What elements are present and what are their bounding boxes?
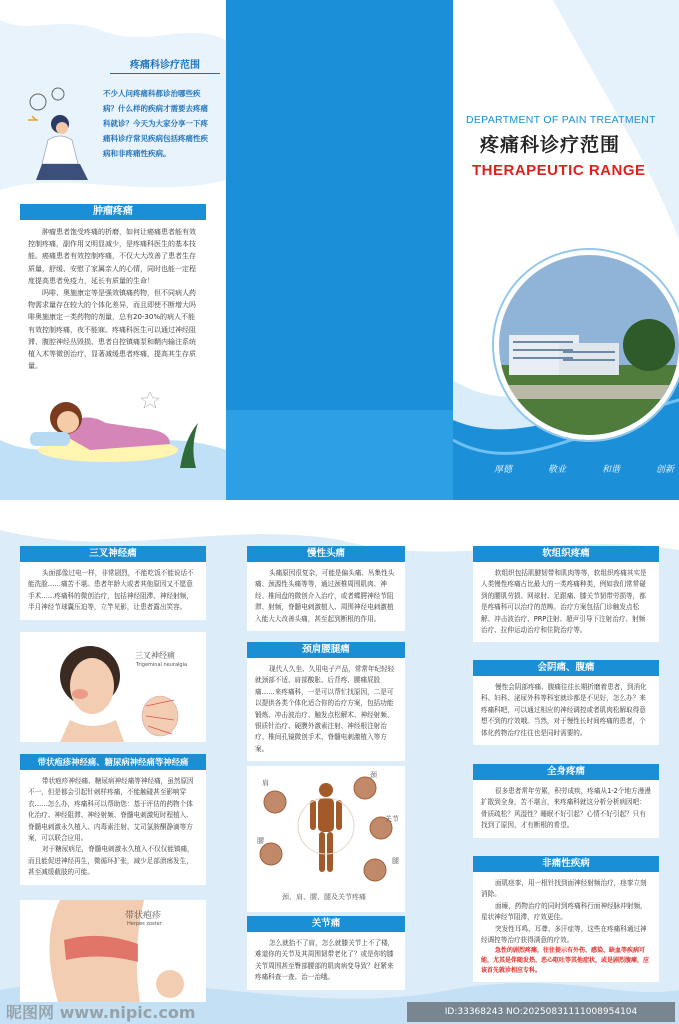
neck-back-section (247, 642, 405, 761)
paragraph: 吗啡、奥施康定等是强效镇痛药物，但不同病人药物需求量存在较大的个体化差异，而且即使不断增大吗啡奥施康定一类药物的剂量，总有20-30%的病人不能有效控制疼痛，夜不能寐。疼痛科医生可以通过神经阻滞、腹腔神经丛毁损、患者自控镇痛泵和鞘内输注系统植入术等微创治疗，显著减缓患者疼痛，提高其生存质量。 (28, 289, 196, 371)
worried-person-illustration (18, 80, 102, 184)
figure-label: 带状疱疹 (125, 911, 162, 921)
cover-title: 疼痛科诊疗范围 (480, 134, 621, 156)
herpes-illustration (20, 900, 206, 1002)
body-part-label: 肩 (262, 779, 269, 787)
section-heading: 慢性头痛 (247, 546, 405, 562)
intro-panel (0, 0, 226, 500)
hospital-photo (494, 250, 679, 440)
tumor-pain-section (20, 204, 206, 378)
cover-subtitle: THERAPEUTIC RANGE (472, 162, 646, 179)
paragraph: 面肌痉挛，用一根针找到面神经射频治疗，痉挛立刻消除。 (481, 879, 647, 899)
section-body (473, 872, 659, 982)
body-part-label: 腰 (257, 837, 264, 845)
section-heading: 三叉神经痛 (20, 546, 206, 562)
hospital-building-image (499, 255, 679, 435)
intro-title: 疼痛科诊疗范围 (110, 56, 220, 74)
paragraph: 慢性会阴部疼痛、腹痛往往长期折磨着患者，到消化科、妇科、泌尿外科等科室就诊都是不见好，怎么办？来疼痛科吧，可以通过相应的神经调控或者肌肉松解取得意想不到的疗效哦。当然，对于慢性长时间疼痛的患者，个体化药物治疗往往也是同时需要的。 (481, 683, 647, 737)
paragraph: 对于糖尿病足，脊髓电刺激永久植入不仅仅能镇痛，而且能促进神经再生，微循环扩张，减少足部溃疡发生，甚至减缓截肢的可能。 (28, 845, 194, 877)
non-pain-section (473, 856, 659, 982)
warning-note: 急性的剧烈疼痛，往往提示有外伤、感染、缺血等疾病可能，尤其是伴随发热、恶心呕吐等其他症状，或是剧烈腹痛，应该首先就诊相应专科。 (481, 947, 650, 975)
soft-tissue-section (473, 546, 659, 642)
body-pain-illustration (247, 766, 405, 912)
section-heading: 软组织疼痛 (473, 546, 659, 562)
sick-girl-illustration (20, 378, 200, 468)
section-body (20, 562, 206, 620)
section-body (473, 562, 659, 642)
section-body (473, 780, 659, 838)
back-panel (226, 0, 453, 500)
image-id-bar: ID:33368243 NO:20250831111008954104 (407, 1002, 675, 1022)
intro-text: 不少人问疼痛科都诊治哪些疾病？什么样的疾病才需要去疼痛科就诊？今天为大家分享一下疼痛科诊疗常见疾病包括疼痛性疾病和非疼痛性疾病。 (103, 89, 208, 158)
section-heading: 肿瘤疼痛 (20, 204, 206, 220)
section-body (20, 220, 206, 378)
section-body (473, 676, 659, 745)
back-panel-decoration (226, 0, 453, 500)
section-heading: 关节痛 (247, 916, 405, 932)
paragraph: 肿瘤患者饱受疼痛的折磨，如何让癌痛患者能有效控制疼痛，副作用又明显减少，是疼痛科医生的基本技能。癌痛患者有效控制疼痛，不仅大大改善了患者生存质量，舒缓、安慰了家属亲人的心情，同时也能一定程度提高患者免疫力，延长有质量的生命！ (28, 228, 196, 285)
trigeminal-illustration (20, 632, 206, 742)
body-part-label: 关节 (385, 815, 399, 823)
paragraph: 面瘫，药物治疗的同时到疼痛科行面神经脉冲射频，星状神经节阻滞，疗效更佳。 (481, 901, 647, 922)
motto-item: 创新 (655, 465, 674, 475)
herpes-section (20, 754, 206, 885)
figure-label: 三叉神经痛 (135, 651, 175, 660)
headache-section (247, 546, 405, 631)
paragraph: 怎么就抬不了肩，怎么就膝关节上不了楼，难道你的关节及其周围韧带老化了？或是你的膝关节周围甚至臀部腰部的肌肉病变导致？赶紧来疼痛科查一查、治一治哦。 (255, 939, 395, 982)
joint-section (247, 916, 405, 990)
outer-side (0, 0, 679, 500)
motto-item: 和谐 (601, 465, 620, 475)
paragraph: 突发性耳鸣、耳聋、多汗症等，这些在疼痛科通过神经调控等治疗获得满意的疗效。 (481, 924, 647, 945)
paragraph: 头痛原因很复杂，可能是偏头痛、丛集性头痛、颈源性头痛等等，通过颈椎周围肌肉、神经、椎间盘的微创介入治疗，或者蝶腭神经节阻滞、射频，脊髓电刺激植入、周围神经电刺激植入能大大改善头痛，甚至起到断根的作用。 (255, 569, 395, 623)
pelvic-abdominal-section (473, 660, 659, 745)
section-heading: 会阴痛、腹痛 (473, 660, 659, 676)
paragraph: 带状疱疹神经痛、糖尿病神经痛等神经痛，虽然原因不一，但是都会引起针刺样疼痛，不能触碰甚至影响穿衣……怎么办，疼痛科可以帮助您：基于评估的药物个体化治疗、神经阻滞、神经射频、脊髓电刺激短时程植入、脊髓电刺激永久植入、内毒素注射、艾司氯胺酮静滴等方案，可以联合应用。 (28, 777, 194, 843)
motto-item: 敬业 (547, 465, 566, 475)
paragraph: 头面部像过电一样，非常剧烈，不能吃饭不能说话不能洗脸……痛苦不堪。患者年龄大或者其他原因又不愿意手术……疼痛科的微创治疗，包括神经阻滞、神经射频，半月神经节球囊压迫等，立竿见影，让患者露出笑容。 (28, 569, 194, 612)
section-heading: 带状疱疹神经痛、糖尿病神经痛等神经痛 (20, 754, 206, 770)
motto (494, 462, 674, 475)
department-name: DEPARTMENT OF PAIN TREATMENT (466, 114, 656, 126)
section-body (247, 932, 405, 990)
watermark: 昵图网 www.nipic.com (6, 1003, 196, 1022)
paragraph: 很多患者常年劳累，积劳成疾，疼痛从1-2个地方漫漫扩散到全身，苦不堪言，来疼痛科就这分析分析病因吧：骨质疏松？风湿性？睡眠不好引起？心情不好引起？只有找到了原因，才有断根的希望。 (481, 787, 651, 830)
figure-sublabel: Herpes zoster (127, 921, 162, 927)
motto-item: 厚德 (494, 465, 513, 475)
trigeminal-section (20, 546, 206, 620)
section-heading: 非痛性疾病 (473, 856, 659, 872)
paragraph: 现代人久坐、久用电子产品，常常年纪轻轻就颈部不适、肩部酸胀、后背疼、腰痛屁股痛……来疼痛科，一是可以帮忙找原因，二是可以提供各类个体化适合你的治疗方案，包括功能锻炼、冲击波治疗、触发点松解术、神经射频、银质针治疗、硬膜外激素注射、神经根注射治疗、椎间孔镜微创手术、脊髓电刺激植入等方案。 (255, 665, 395, 753)
section-heading: 全身疼痛 (473, 764, 659, 780)
section-heading: 颈肩腰腿痛 (247, 642, 405, 658)
section-body (20, 770, 206, 885)
figure-caption: 颈、肩、腰、腿及关节疼痛 (282, 893, 366, 901)
body-part-label: 颈 (370, 771, 377, 779)
paragraph: 软组织包括肌腱韧带和肌肉等等，软组织疼痛其实是人类慢性疼痛占比最大的一类疼痛种类，例如我们常常碰到的腰肌劳损、网球肘、足跟痛、膝关节韧带劳损等，都是疼痛科可以治疗的范畴。治疗方案包括门诊触发点松解、冲击波治疗、PRP注射、超声引导下注射治疗、射频治疗、拉伸运动治疗和住院治疗等。 (481, 569, 647, 635)
section-body (247, 658, 405, 761)
inner-side (0, 520, 679, 1024)
body-part-label: 腿 (392, 857, 399, 865)
whole-body-section (473, 764, 659, 838)
figure-sublabel: Trigeminal neuralgia (136, 662, 188, 668)
sheet-gap (0, 500, 679, 520)
section-body (247, 562, 405, 631)
